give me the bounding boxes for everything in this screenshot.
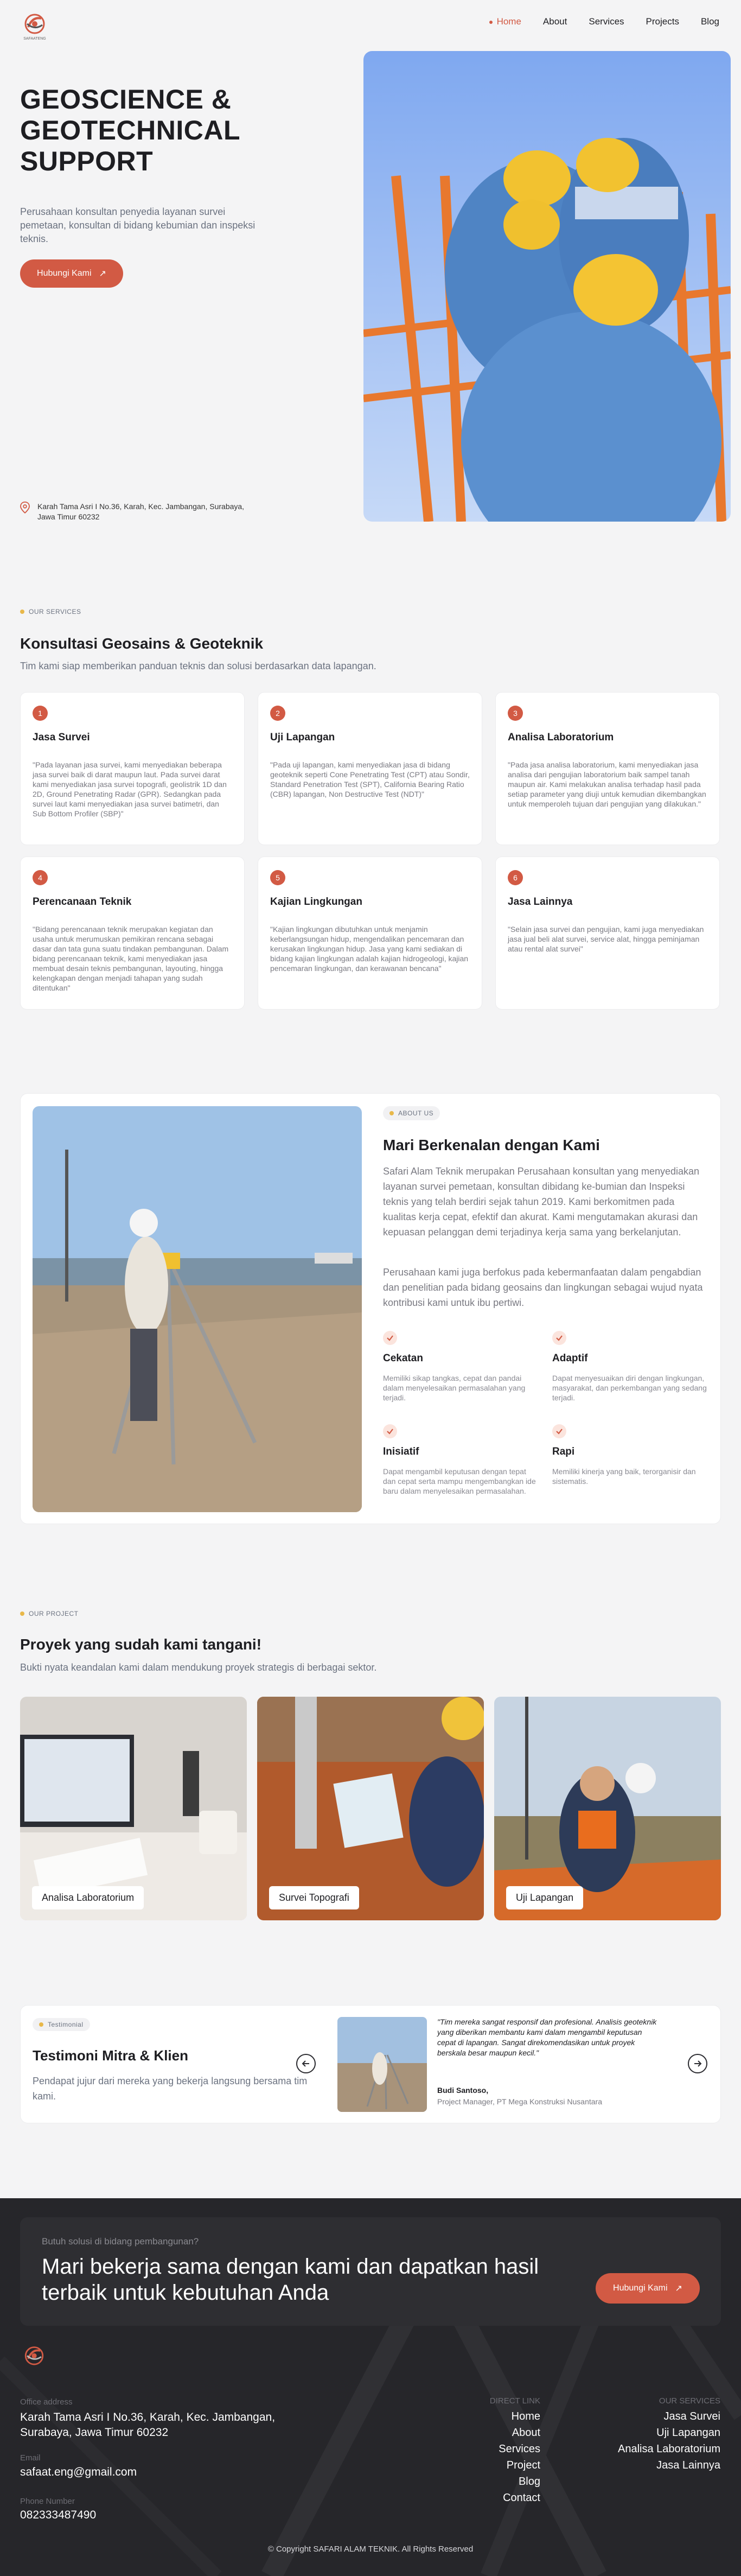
services-tag: OUR SERVICES <box>20 608 81 616</box>
about-paragraph-1: Safari Alam Teknik merupakan Perusahaan konsultan yang menyediakan layanan survei pemetaan, konsultan dibidang ke-bumian dan Inspeksi teknis yang telah berdiri sejak tahun 2019. Kami berkomitmen pada kualitas kerja cepat, efektif dan akurat. Kami mengutamakan akurasi dan kepuasan pelanggan demi terjadinya kerja sama yang berkelanjutan. <box>383 1166 700 1238</box>
service-number: 5 <box>270 870 285 885</box>
check-icon <box>383 1331 397 1345</box>
footer-link-blog[interactable]: Blog <box>518 2476 540 2488</box>
tag-dot-icon <box>20 610 24 614</box>
email-label: Email <box>20 2453 41 2463</box>
about-photo <box>33 1106 362 1512</box>
hero-subtitle: Perusahaan konsultan penyedia layanan survei pemetaan, konsultan di bidang kebumian dan inspeksi teknis. <box>20 206 255 244</box>
testimonial-photo <box>337 2017 427 2112</box>
project-label: Survei Topografi <box>269 1886 359 1909</box>
about-tag: ABOUT US <box>383 1106 440 1120</box>
service-desc: "Kajian lingkungan dibutuhkan untuk menjamin keberlangsungan hidup, mengendalikan pencemaran dan kerusakan lingkungan hidup. Jasa yang kami sediakan di bidang kajian lingkungan adalah kajian hidrogeologi, kajian pencemaran lingkungan, dan kerawanan bencana" <box>270 925 469 973</box>
about-paragraph-2: Perusahaan kami juga berfokus pada kebermanfaatan dalam pengabdian dan penelitian pada bidang geosains dan lingkungan sebagai wujud nyata kontribusi kami untuk ibu pertiwi. <box>383 1267 703 1308</box>
project-label: Uji Lapangan <box>506 1886 583 1909</box>
phone-link[interactable]: 082333487490 <box>20 2509 97 2521</box>
projects-title: Proyek yang sudah kami tangani! <box>20 1636 262 1653</box>
check-icon <box>383 1424 397 1438</box>
arrow-left-icon <box>302 2059 310 2068</box>
hero-address: Karah Tama Asri I No.36, Karah, Kec. Jambangan, Surabaya, Jawa Timur 60232 <box>20 502 259 522</box>
services-subtitle: Tim kami siap memberikan panduan teknis dan solusi berdasarkan data lapangan. <box>20 661 376 671</box>
office-label: Office address <box>20 2397 73 2407</box>
service-card-jasa-lainnya[interactable] <box>495 856 720 1010</box>
direct-link-column <box>490 2394 540 2506</box>
projects-subtitle: Bukti nyata keandalan kami dalam mendukung proyek strategis di berbagai sektor. <box>20 1662 377 1673</box>
service-card-uji-lapangan[interactable] <box>258 692 482 845</box>
value-cekatan: Cekatan Memiliki sikap tangkas, cepat dan pandai dalam menyelesaikan permasalahan yang terjadi. <box>383 1331 540 1403</box>
nav-home[interactable]: Home <box>496 16 521 27</box>
office-address: Karah Tama Asri I No.36, Karah, Kec. Jambangan, Surabaya, Jawa Timur 60232 <box>20 2411 276 2439</box>
service-number: 4 <box>33 870 48 885</box>
footer-link-project[interactable]: Project <box>506 2459 540 2471</box>
logo-label: SAFAATENG <box>23 37 46 41</box>
footer-service-jasa-lainnya[interactable]: Jasa Lainnya <box>656 2459 720 2471</box>
service-card-kajian-lingkungan[interactable] <box>258 856 482 1010</box>
value-rapi: Rapi Memiliki kinerja yang baik, terorganisir dan sistematis. <box>552 1424 710 1486</box>
footer-link-home[interactable]: Home <box>511 2410 540 2422</box>
nav-about[interactable]: About <box>542 16 567 27</box>
testimonial-quote: "Tim mereka sangat responsif dan profesional. Analisis geoteknik yang diberikan membantu kami dalam mengambil keputusan cepat di lapangan. Sangat direkomendasikan untuk proyek berskala besar maupun kecil." <box>437 2017 657 2057</box>
tag-dot-icon <box>389 1111 394 1115</box>
value-inisiatif: Inisiatif Dapat mengambil keputusan dengan tepat dan cepat serta mampu mengembangkan ide baru dalam menyelesaikan permasalahan. <box>383 1424 540 1496</box>
direct-link-title: DIRECT LINK <box>489 2396 540 2406</box>
footer-service-jasa-survei[interactable]: Jasa Survei <box>663 2410 720 2422</box>
value-adaptif: Adaptif Dapat menyesuaikan diri dengan lingkungan, masyarakat, dan perkembangan yang sedang terjadi. <box>552 1331 710 1403</box>
service-number: 1 <box>33 706 48 721</box>
nav-projects[interactable]: Projects <box>646 16 679 27</box>
footer-service-analisa-laboratorium[interactable]: Analisa Laboratorium <box>618 2443 720 2455</box>
about-title: Mari Berkenalan dengan Kami <box>383 1137 600 1153</box>
footer-link-about[interactable]: About <box>512 2427 540 2439</box>
project-card-uji-lapangan[interactable] <box>494 1697 721 1920</box>
service-title: Kajian Lingkungan <box>270 896 362 908</box>
service-title: Uji Lapangan <box>270 732 335 743</box>
our-services-column <box>618 2394 720 2473</box>
service-card-perencanaan-teknik[interactable] <box>20 856 245 1010</box>
service-desc: "Bidang perencanaan teknik merupakan kegiatan dan usaha untuk merumuskan pemikiran rencana sebagai dasar dan tata guna suatu tindakan pembangunan. Dalam bidang perencanaan teknik, kami menyediakan jasa membuat desain teknis pembangunan, layouting, hingga kelengkapan dengan menjadi tahapan yang sudah ditentukan" <box>33 925 229 992</box>
service-title: Analisa Laboratorium <box>508 732 614 743</box>
services-title: Konsultasi Geosains & Geoteknik <box>20 635 264 652</box>
service-card-jasa-survei[interactable] <box>20 692 245 845</box>
arrow-right-icon <box>693 2059 702 2068</box>
footer-service-uji-lapangan[interactable]: Uji Lapangan <box>656 2427 720 2439</box>
service-title: Jasa Survei <box>33 732 90 743</box>
project-card-survei-topografi[interactable] <box>257 1697 484 1920</box>
cta-headline: Mari bekerja sama dengan kami dan dapatkan hasil terbaik untuk kebutuhan Anda <box>42 2255 539 2305</box>
footer-link-contact[interactable]: Contact <box>503 2492 540 2504</box>
cta-small-text: Butuh solusi di bidang pembangunan? <box>42 2236 199 2247</box>
main-nav <box>497 16 719 27</box>
nav-blog[interactable]: Blog <box>700 16 719 27</box>
copyright: © Copyright SAFARI ALAM TEKNIK. All Rights Reserved <box>267 2545 474 2554</box>
service-desc: "Pada layanan jasa survei, kami menyediakan beberapa jasa survei baik di darat maupun laut. Pada survei darat kami menyediakan jasa survei topografi, geolistrik 1D dan 2D, Ground Penetrating Radar (GPR). Sedangkan pada survei laut kami menyediakan jasa survei batimetri, dan Sub Bottom Profiler (SBP)" <box>33 760 227 818</box>
tag-dot-icon <box>20 1611 24 1616</box>
project-label: Analisa Laboratorium <box>32 1886 144 1909</box>
testimonial-tag: Testimonial <box>33 2018 90 2031</box>
service-number: 6 <box>508 870 523 885</box>
hero-contact-button[interactable]: Hubungi Kami ↗ <box>20 259 123 288</box>
hero-title: GEOSCIENCE & GEOTECHNICAL SUPPORT <box>20 84 240 176</box>
tag-dot-icon <box>39 2022 43 2027</box>
service-desc: "Selain jasa survei dan pengujian, kami juga menyediakan jasa jual beli alat survei, service alat, hingga peminjaman atau rental alat survei" <box>508 925 704 953</box>
cta-contact-button[interactable]: Hubungi Kami ↗ <box>596 2273 700 2304</box>
footer-link-services[interactable]: Services <box>499 2443 540 2455</box>
next-testimonial-button[interactable] <box>688 2054 707 2073</box>
testimonial-role: Project Manager, PT Mega Konstruksi Nusantara <box>437 2097 603 2106</box>
nav-services[interactable]: Services <box>589 16 624 27</box>
testimonial-author: Budi Santoso, <box>437 2086 489 2095</box>
service-desc: "Pada jasa analisa laboratorium, kami menyediakan jasa analisa dari pengujian laboratorium baik sampel tanah maupun air. Kami melakukan analisa terhadap hasil pada setiap parameter yang diuji untuk kemudian dikembangkan untuk memperoleh tujuan dari pengujian yang dilakukan." <box>508 760 706 808</box>
prev-testimonial-button[interactable] <box>296 2054 316 2073</box>
service-number: 2 <box>270 706 285 721</box>
service-title: Jasa Lainnya <box>508 896 573 908</box>
project-card-analisa-laboratorium[interactable] <box>20 1697 247 1920</box>
phone-label: Phone Number <box>20 2497 75 2506</box>
testimonial-title: Testimoni Mitra & Klien <box>33 2047 188 2064</box>
check-icon <box>552 1424 566 1438</box>
service-title: Perencanaan Teknik <box>33 896 132 908</box>
check-icon <box>552 1331 566 1345</box>
service-desc: "Pada uji lapangan, kami menyediakan jasa di bidang geoteknik seperti Cone Penetrating Test (CPT) atau Sondir, Standard Penetration Test (SPT), California Bearing Ratio (CBR) lapangan, Non Destructive Test (NDT)" <box>270 760 470 798</box>
service-card-analisa-laboratorium[interactable] <box>495 692 720 845</box>
our-services-title: OUR SERVICES <box>659 2396 720 2406</box>
arrow-up-right-icon: ↗ <box>99 269 106 278</box>
testimonial-subtitle: Pendapat jujur dari mereka yang bekerja langsung bersama tim kami. <box>33 2076 308 2102</box>
location-pin-icon <box>20 502 30 513</box>
hero-photo <box>363 51 731 522</box>
footer-logo[interactable] <box>20 2344 48 2372</box>
arrow-up-right-icon: ↗ <box>675 2284 682 2293</box>
projects-tag: OUR PROJECT <box>20 1610 79 1617</box>
email-link[interactable]: safaat.eng@gmail.com <box>20 2466 137 2478</box>
service-number: 3 <box>508 706 523 721</box>
